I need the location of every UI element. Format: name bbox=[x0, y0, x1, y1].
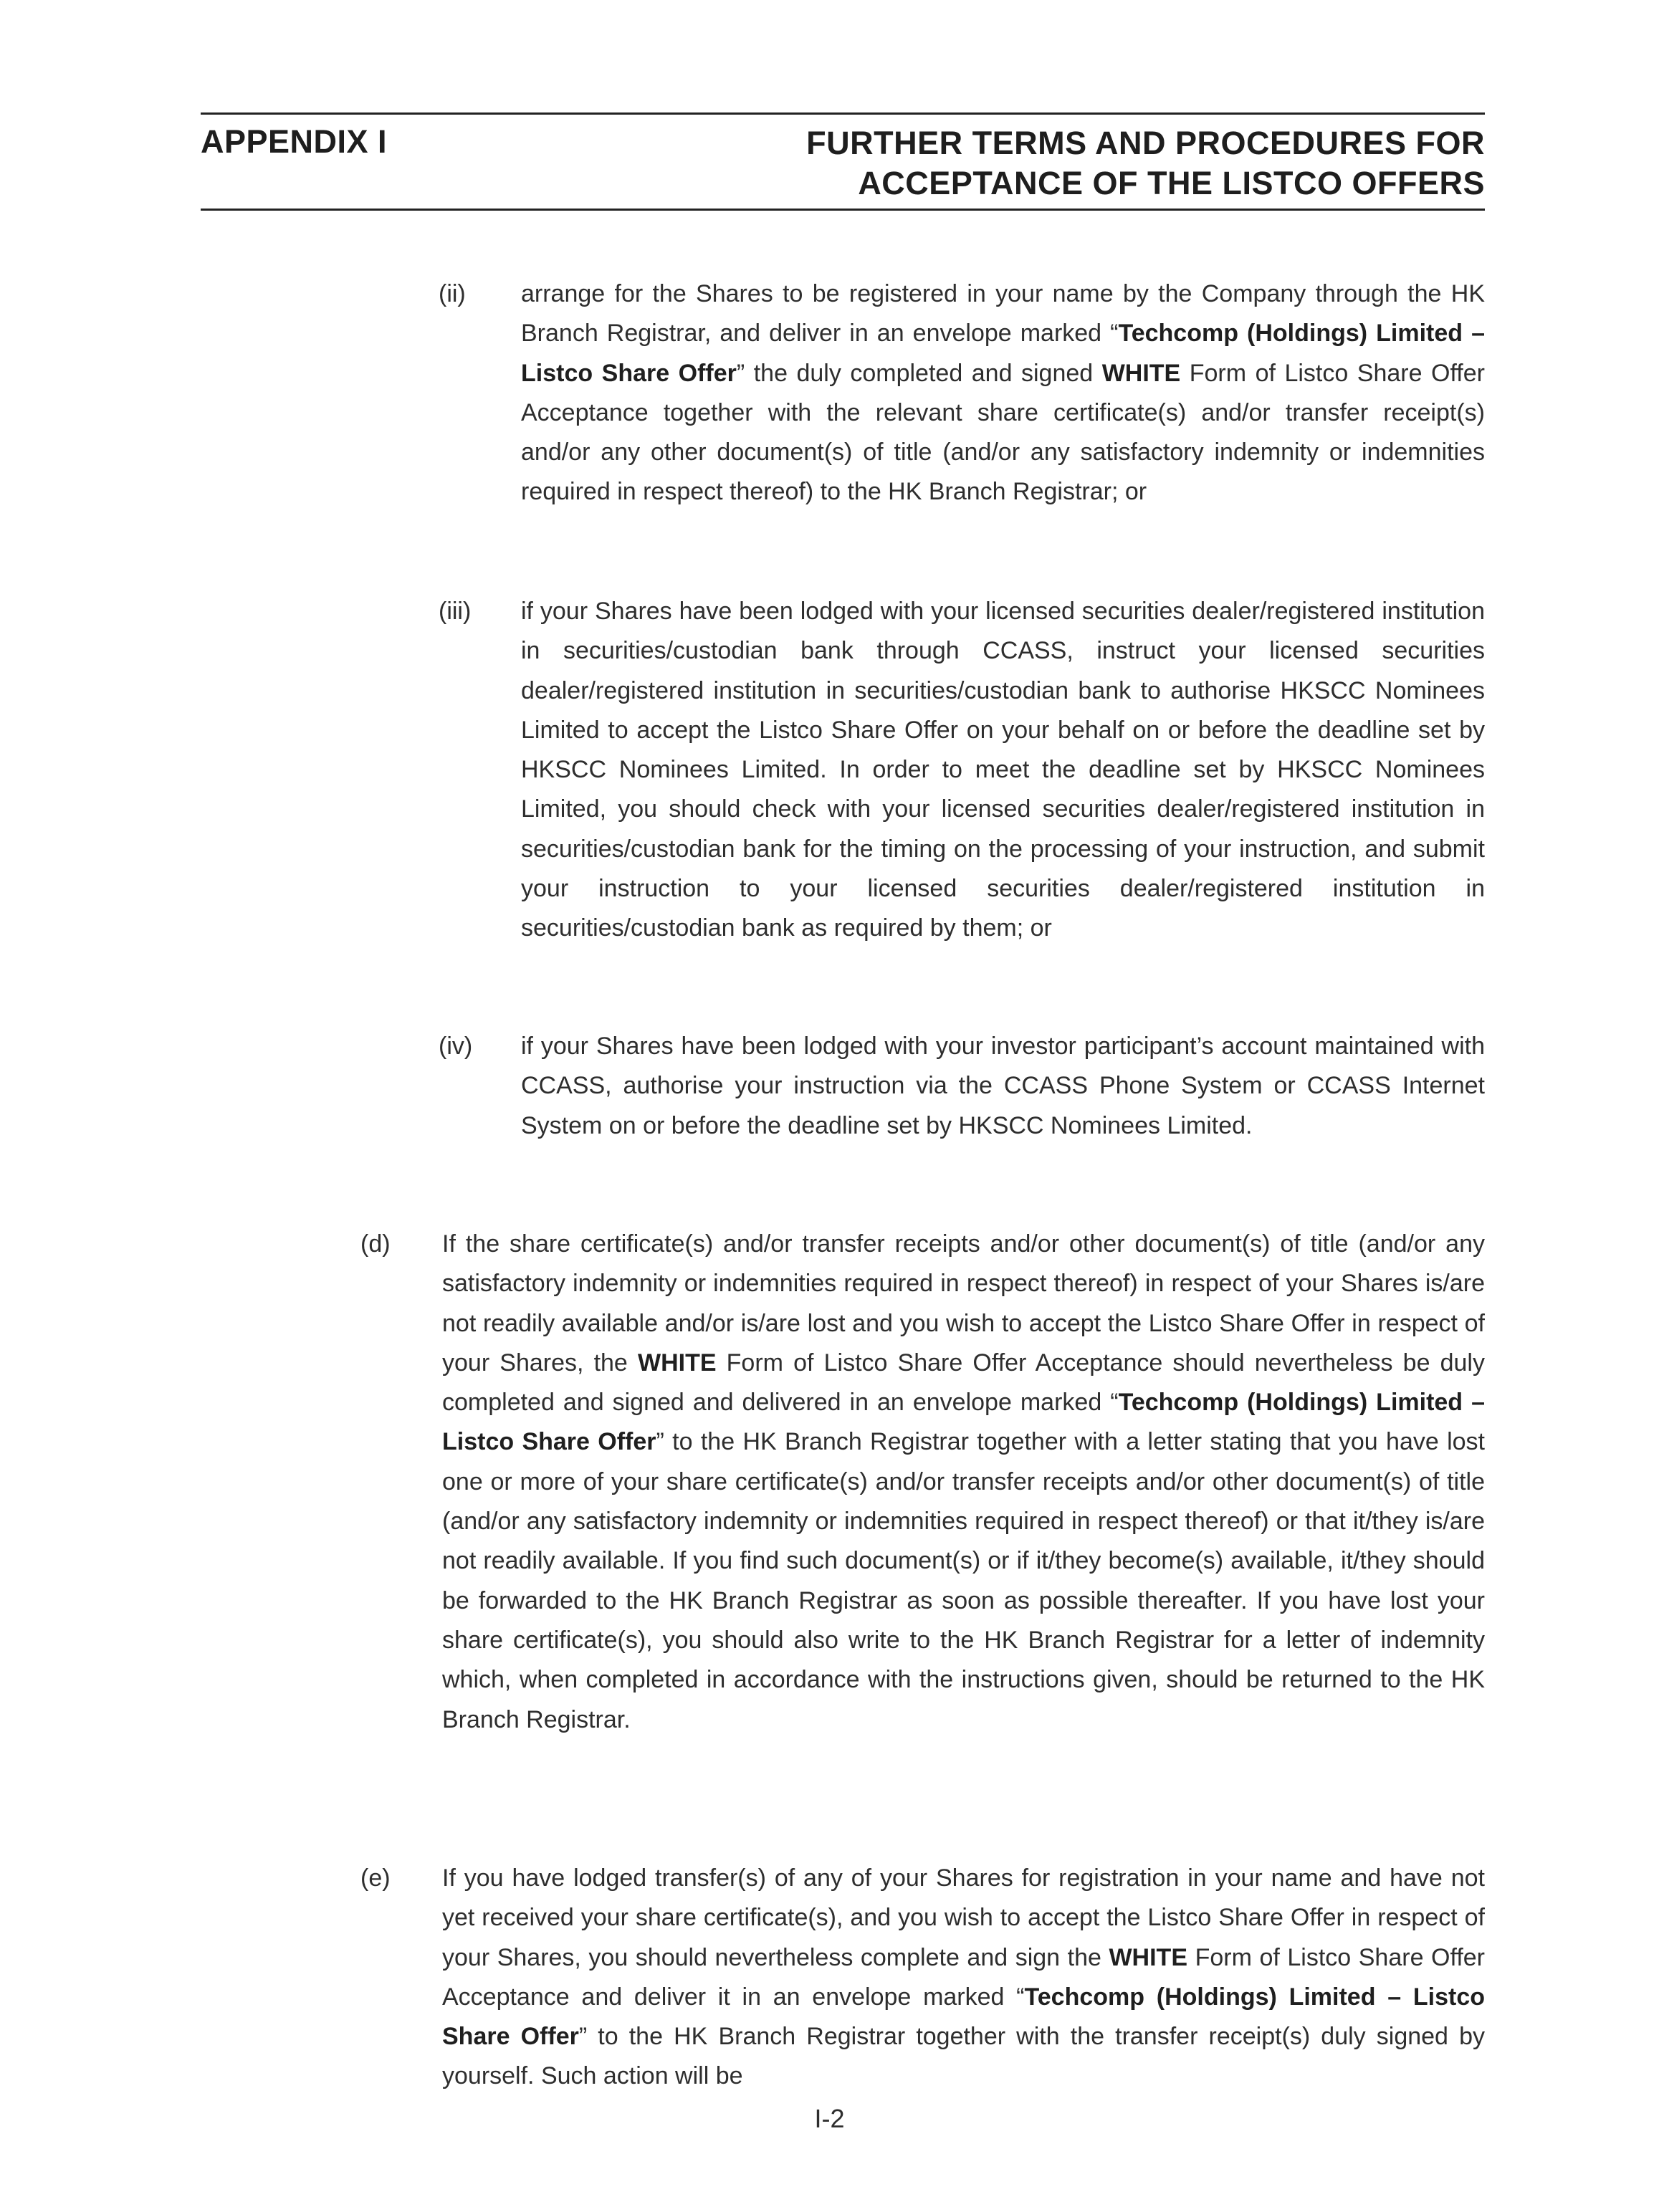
text-run: Form of Listco Share Offer Acceptance together with the relevant share certificate(s) and/or transfer receipt(s) and/or any other document(s) of title (and/or any satisfactory indemnity or indemnities required in respect thereof) to the HK Branch Registrar; or bbox=[521, 359, 1485, 506]
text-run: If you have lodged transfer(s) of any of your Shares for registration in your name and have not yet received your share certificate(s), and you wish to accept the Listco Share Offer in respect of your Shares, you should nevertheless complete and sign the bbox=[442, 1864, 1485, 1971]
section-title-line-2: ACCEPTANCE OF THE LISTCO OFFERS bbox=[858, 165, 1485, 201]
bold-form-color: WHITE bbox=[637, 1349, 717, 1376]
sub-item-text bbox=[521, 592, 1485, 949]
bold-envelope-name: Techcomp (Holdings) Limited – Listco Share Offer bbox=[442, 1389, 1485, 1456]
paragraph: if your Shares have been lodged with your licensed securities dealer/registered institution in securities/custodian bank through CCASS, instruct your licensed securities dealer/registered institution in securities/custodian bank to authorise HKSCC Nominees Limited to accept the Listco Share Offer on your behalf on or before the deadline set by HKSCC Nominees Limited. In order to meet the deadline set by HKSCC Nominees Limited, you should check with your licensed securities dealer/registered institution in securities/custodian bank for the timing on the processing of your instruction, and submit your instruction to your licensed securities dealer/registered institution in securities/custodian bank as required by them; or bbox=[521, 598, 1485, 942]
text-run: ” to the HK Branch Registrar together with the transfer receipt(s) duly signed by yourself. Such action will be bbox=[442, 2023, 1485, 2090]
item-label: (e) bbox=[360, 1864, 391, 1892]
bold-form-color: WHITE bbox=[1101, 359, 1181, 387]
sub-item-label: (iv) bbox=[439, 1033, 473, 1060]
appendix-label: APPENDIX I bbox=[201, 123, 388, 160]
bold-envelope-name: Techcomp (Holdings) Limited – Listco Share Offer bbox=[521, 320, 1485, 387]
text-run: If the share certificate(s) and/or transfer receipts and/or other document(s) of title (and/or any satisfactory indemnity or indemnities required in respect thereof) in respect of your Shares is/are not readily available and/or is/are lost and you wish to accept the Listco Share Offer in respect of your Shares, the bbox=[442, 1230, 1485, 1376]
text-run: Form of Listco Share Offer Acceptance and deliver it in an envelope marked “ bbox=[442, 1943, 1485, 2011]
text-run: Form of Listco Share Offer Acceptance should nevertheless be duly completed and signed and delivered in an envelope marked “ bbox=[442, 1349, 1485, 1417]
section-title-line-1: FURTHER TERMS AND PROCEDURES FOR bbox=[806, 125, 1485, 161]
item-text bbox=[442, 1859, 1485, 2097]
item-label: (d) bbox=[360, 1230, 391, 1258]
item-text bbox=[442, 1225, 1485, 1740]
bold-form-color: WHITE bbox=[1109, 1943, 1188, 1971]
paragraph: if your Shares have been lodged with your investor participant’s account maintained with CCASS, authorise your instruction via the CCASS Phone System or CCASS Internet System on or before the deadline set by HKSCC Nominees Limited. bbox=[521, 1033, 1485, 1139]
text-run: ” to the HK Branch Registrar together with a letter stating that you have lost one or more of your share certificate(s) and/or transfer receipts and/or other document(s) of title (and/or any satisfactory indemnity or indemnities required in respect thereof) or that it/they is/are not readily available. If you find such document(s) or if it/they become(s) available, it/they should be forwarded to the HK Branch Registrar as soon as possible thereafter. If you have lost your share certificate(s), you should also write to the HK Branch Registrar for a letter of indemnity which, when completed in accordance with the instructions given, should be returned to the HK Branch Registrar. bbox=[442, 1428, 1485, 1733]
header-top-rule bbox=[201, 112, 1485, 115]
sub-item-text bbox=[521, 274, 1485, 512]
sub-item-text bbox=[521, 1027, 1485, 1146]
header-bottom-rule bbox=[201, 209, 1485, 211]
text-run: arrange for the Shares to be registered in your name by the Company through the HK Branch Registrar, and deliver in an envelope marked “ bbox=[521, 280, 1485, 348]
text-run: ” the duly completed and signed bbox=[736, 359, 1102, 387]
page-number: I-2 bbox=[814, 2104, 845, 2133]
bold-envelope-name: Techcomp (Holdings) Limited – Listco Share Offer bbox=[442, 1983, 1486, 2051]
sub-item-label: (iii) bbox=[439, 598, 472, 625]
section-title bbox=[806, 123, 1485, 204]
sub-item-label: (ii) bbox=[439, 280, 466, 307]
